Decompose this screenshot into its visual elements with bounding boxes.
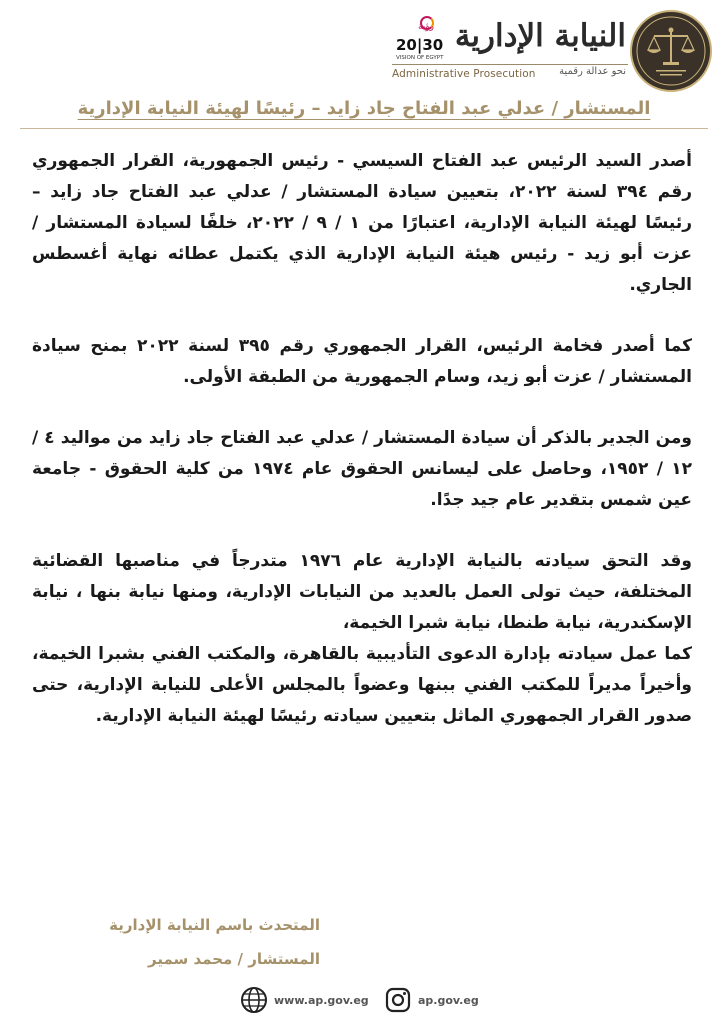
vision-year: 20|30 [396,36,444,54]
paragraph-career-continued: كما عمل سيادته بإدارة الدعوى التأديبية بالقاهرة، والمكتب الفني بشبرا الخيمة، وأخيراً مديراً للمكتب الفني ببنها وعضواً بالمجلس الأعلى للنيابة الإدارية، حتى صدور القرار الجمهوري الماثل بتعيين سيادته رئيسًا لهيئة النيابة الإدارية. [32,644,692,726]
brand-divider [392,64,628,65]
paragraph-decree: أصدر السيد الرئيس عبد الفتاح السيسي - رئيس الجمهورية، القرار الجمهوري رقم ٣٩٤ لسنة ٢٠٢٢، بتعيين سيادة المستشار / عدلي عبد الفتاح جاد زايد – رئيسًا لهيئة النيابة الإدارية، اعتبارًا من ١ / ٩ / ٢٠٢٢، خلفًا لسيادة المستشار / عزت أبو زيد - رئيس هيئة النيابة الإدارية الذي يكتمل عطائه نهاية أغسطس الجاري. [32,151,693,295]
instagram-link[interactable]: ap.gov.eg [418,994,479,1007]
footer [0,980,723,1024]
paragraph-medal: كما أصدر فخامة الرئيس، القرار الجمهوري رقم ٣٩٥ لسنة ٢٠٢٢ بمنح سيادة المستشار / عزت أبو زيد، وسام الجمهورية من الطبقة الأولى. [32,336,692,387]
paragraph-biography: ومن الجدير بالذكر أن سيادة المستشار / عدلي عبد الفتاح جاد زايد من مواليد ٤ / ١٢ / ١٩٥٢، وحاصل على ليسانس الحقوق عام ١٩٧٤ من كلية الحقوق - جامعة عين شمس بتقدير عام جيد جدًا. [32,428,693,510]
brand-name-english: Administrative Prosecution [392,68,536,80]
vision-label-english: VISION OF EGYPT [396,55,444,61]
article-body [32,146,692,732]
page-title: المستشار / عدلي عبد الفتاح جاد زايد – رئيسًا لهيئة النيابة الإدارية [77,98,651,119]
signature-title: المتحدث باسم النيابة الإدارية [109,916,320,934]
title-divider [20,128,708,129]
letterhead [0,0,723,96]
signature-name: المستشار / محمد سمير [148,950,320,968]
brand-name-arabic: النيابة الإدارية [454,18,626,54]
scales-of-justice-emblem-icon [630,10,712,92]
website-link[interactable]: www.ap.gov.eg [274,994,369,1007]
instagram-icon [384,986,412,1014]
globe-icon [240,986,268,1014]
brand-tagline-arabic: نحو عدالة رقمية [559,66,626,77]
vision-label-arabic: رؤية [418,22,435,32]
paragraph-career: وقد التحق سيادته بالنيابة الإدارية عام ١٩٧٦ متدرجاً في مناصبها القضائية المختلفة، حيث تولى العمل بالعديد من النيابات الإدارية، ومنها نيابة بنها ، نيابة الإسكندرية، نيابة طنطا، نيابة شبرا الخيمة، [32,551,692,633]
